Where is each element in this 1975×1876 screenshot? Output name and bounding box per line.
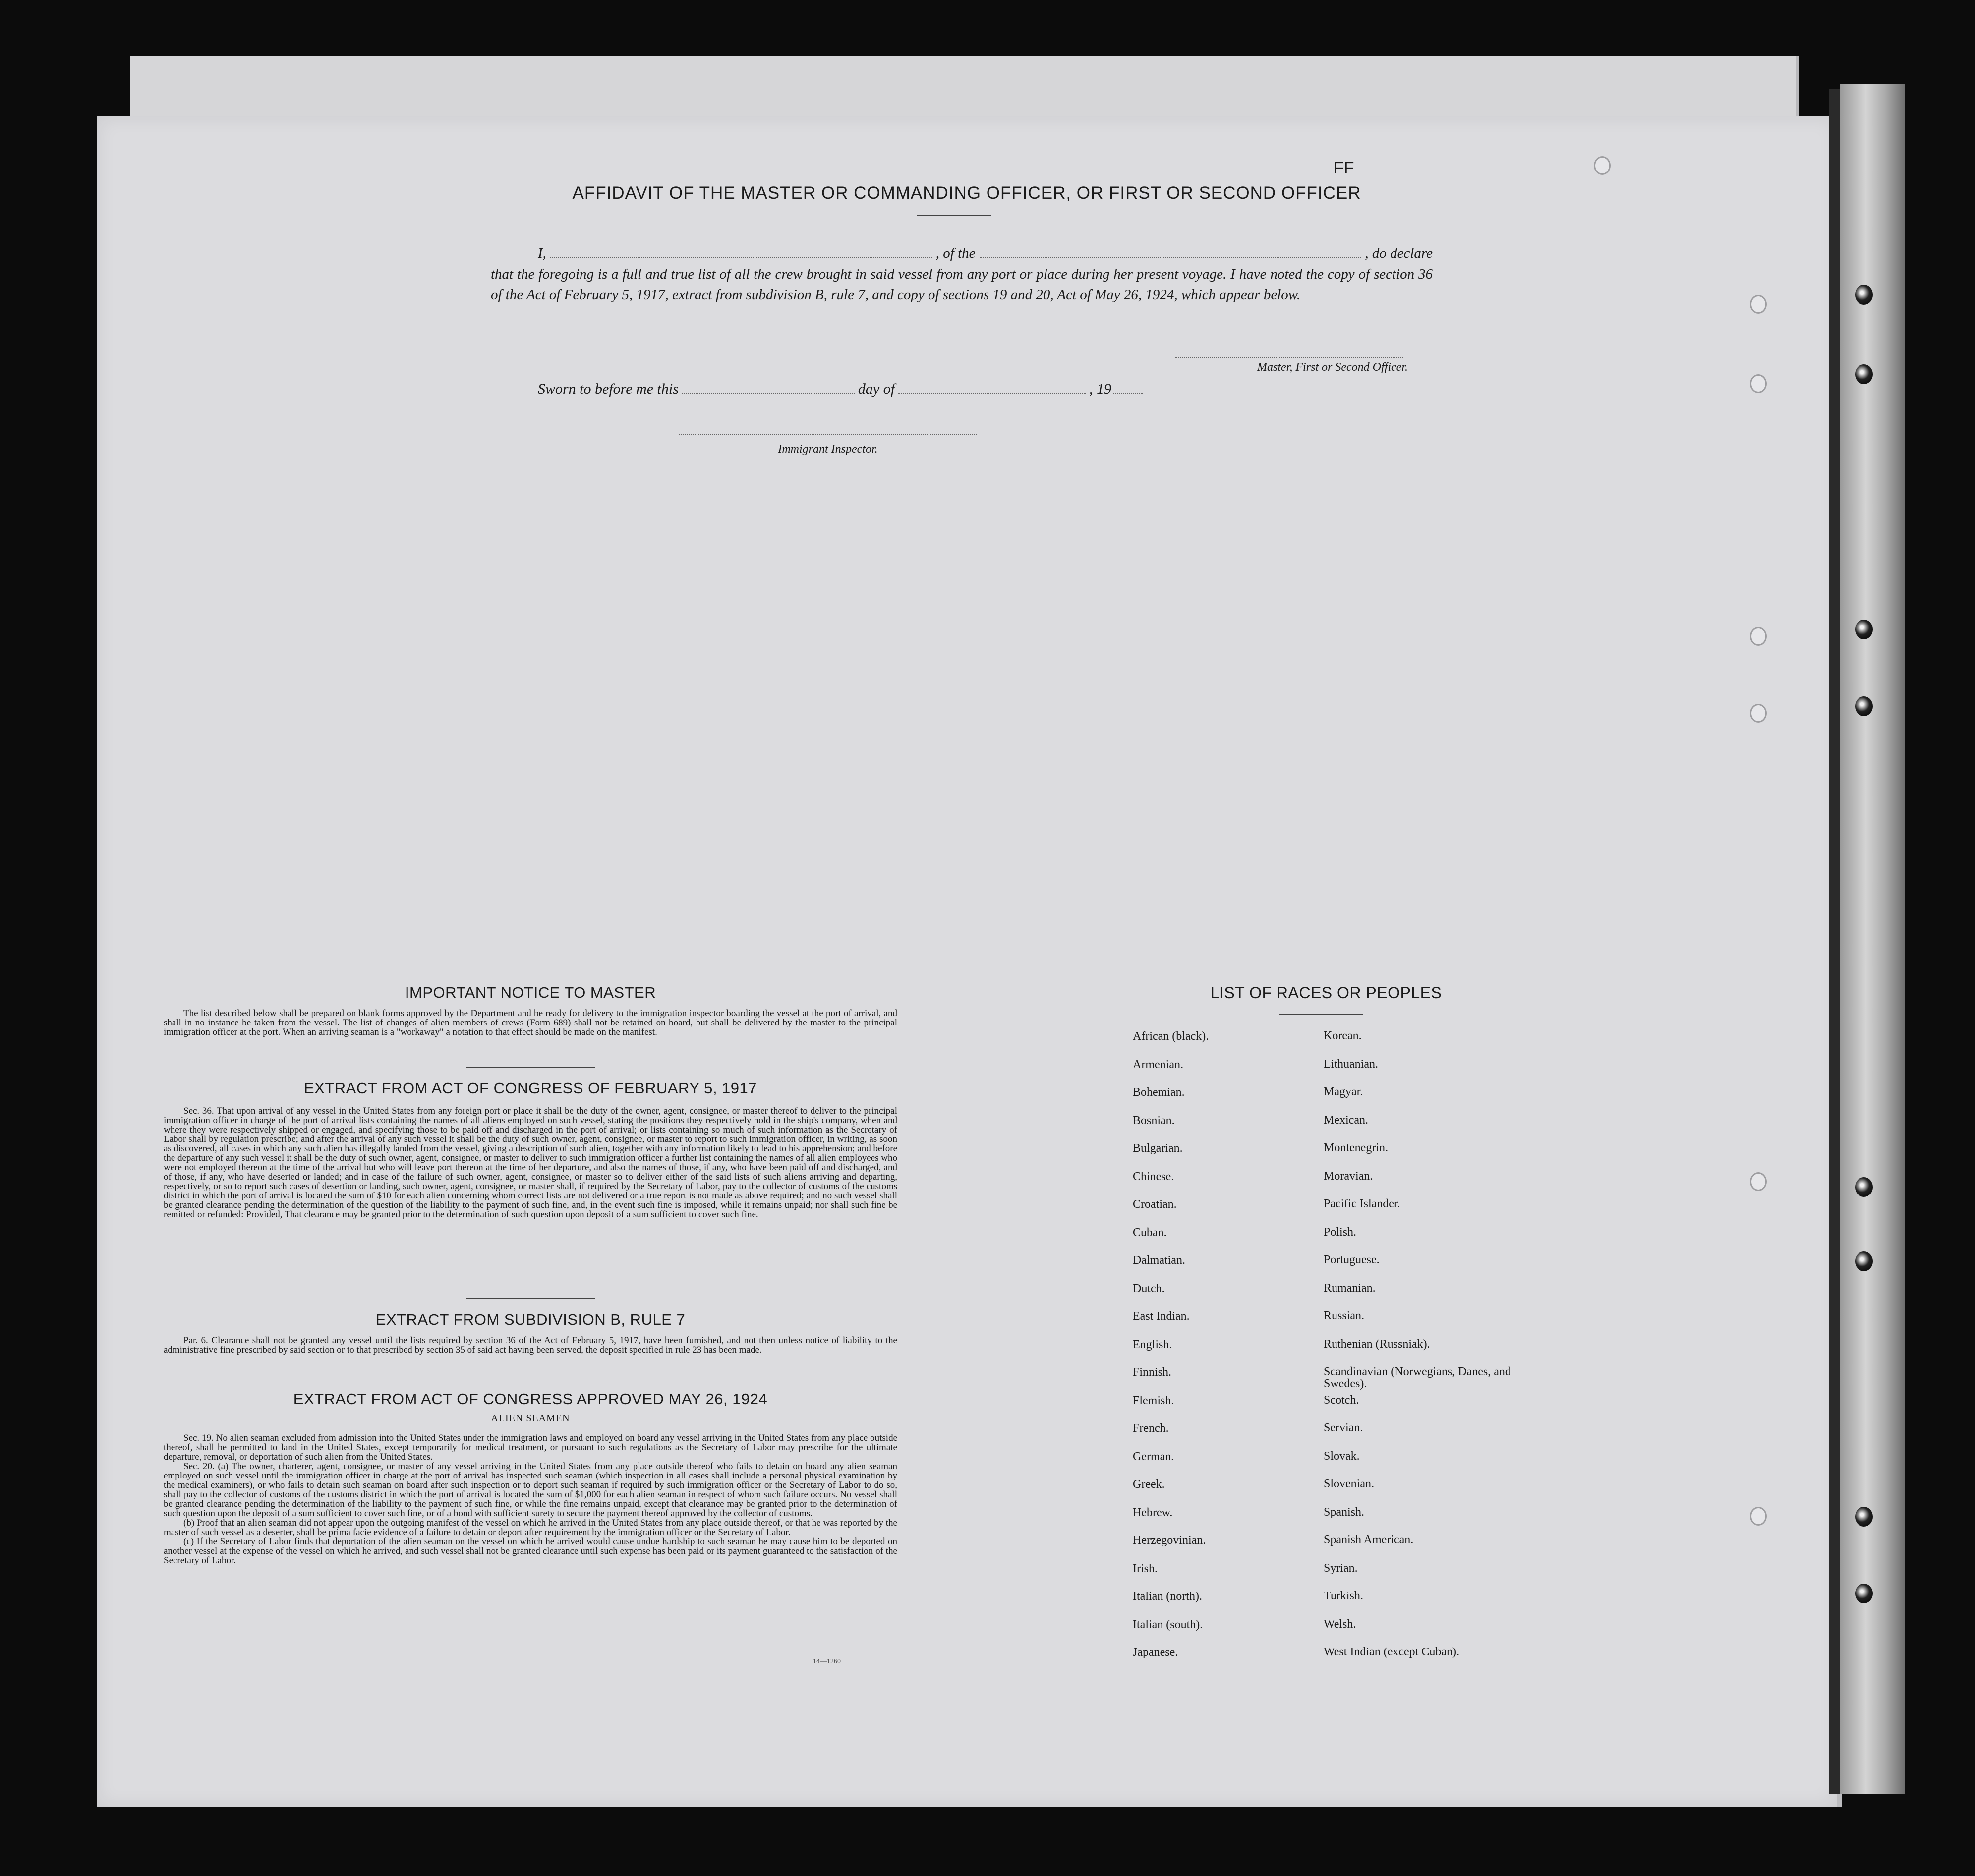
section-20a-paragraph: Sec. 20. (a) The owner, charterer, agent, consignee, or master of any vessel arriving in the United States from any place outside thereof who fails to detain on board any alien seaman employed on such vessel until the immigration officer in charge at the port of arrival has inspected such seaman (which inspection in all cases shall include a personal physical examination by the medical examiners), or who fails to detain such seaman on board after such inspection or to deport such seaman if required by such immigration officer or the Secretary of Labor to do so, shall pay to the collector of customs of the customs district in which the port of arrival is located the sum of $1,000 for each alien seaman in respect of whom such failure occurs. No vessel shall be granted clearance pending the determination of the liability to the payment of such fine, or while the fine remains unpaid, except that clearance may be granted prior to the determination of such question upon the deposit of a sum sufficient to cover such fine, or of a bond with sufficient surety to secure the payment thereof approved by the collector of customs. bbox=[164, 1461, 897, 1519]
race-item: Dalmatian. bbox=[1133, 1254, 1185, 1267]
punch-hole bbox=[1750, 1172, 1767, 1191]
declarant-prefix: I, bbox=[538, 245, 546, 261]
race-row bbox=[1133, 1422, 1529, 1450]
race-item: Croatian. bbox=[1133, 1198, 1177, 1211]
race-row bbox=[1133, 1338, 1529, 1366]
race-item: Dutch. bbox=[1133, 1282, 1165, 1295]
race-item: Finnish. bbox=[1133, 1366, 1172, 1379]
race-item: West Indian (except Cuban). bbox=[1324, 1646, 1459, 1658]
binder-edge bbox=[1829, 89, 1840, 1794]
extract-1924-text bbox=[164, 1433, 897, 1565]
binder-hole bbox=[1855, 1507, 1873, 1527]
sworn-text: Sworn to before me this bbox=[538, 381, 679, 397]
race-row bbox=[1133, 1618, 1529, 1646]
race-item: Italian (south). bbox=[1133, 1618, 1203, 1631]
race-row bbox=[1133, 1058, 1529, 1086]
race-row bbox=[1133, 1450, 1529, 1478]
binder-hole bbox=[1855, 1584, 1873, 1603]
race-item: Welsh. bbox=[1324, 1617, 1356, 1631]
race-item: Rumanian. bbox=[1324, 1281, 1376, 1295]
alien-seamen-subtitle: ALIEN SEAMEN bbox=[491, 1413, 570, 1423]
race-item: Syrian. bbox=[1324, 1561, 1358, 1575]
race-item: Servian. bbox=[1324, 1421, 1363, 1434]
extract-1917-title: EXTRACT FROM ACT OF CONGRESS OF FEBRUARY 5, 1917 bbox=[303, 1080, 757, 1097]
race-item: Scandinavian (Norwegians, Danes, and Swedes). bbox=[1324, 1365, 1511, 1390]
corner-mark: FF bbox=[1334, 159, 1354, 177]
punch-hole bbox=[1750, 627, 1767, 646]
rule-7-text bbox=[164, 1336, 897, 1355]
sworn-day-field[interactable] bbox=[682, 383, 855, 394]
race-item: African (black). bbox=[1133, 1030, 1209, 1043]
rule-7-title: EXTRACT FROM SUBDIVISION B, RULE 7 bbox=[375, 1311, 686, 1328]
signature-line[interactable] bbox=[1175, 357, 1403, 358]
binder-hole bbox=[1855, 1177, 1873, 1197]
signature-label: Master, First or Second Officer. bbox=[1257, 361, 1408, 374]
race-item: Montenegrin. bbox=[1324, 1141, 1388, 1154]
form-number: 14—1260 bbox=[813, 1658, 841, 1665]
sworn-year-field[interactable] bbox=[1113, 383, 1143, 394]
race-item: Bohemian. bbox=[1133, 1086, 1185, 1099]
notice-text bbox=[164, 1009, 897, 1037]
race-item: Hebrew. bbox=[1133, 1506, 1173, 1519]
race-item: Chinese. bbox=[1133, 1170, 1174, 1183]
race-item: Spanish. bbox=[1324, 1505, 1365, 1519]
affidavit-body bbox=[491, 243, 1433, 305]
name-field[interactable] bbox=[550, 246, 932, 258]
sworn-line bbox=[538, 381, 1207, 398]
race-row bbox=[1133, 1366, 1529, 1394]
race-item: English. bbox=[1133, 1338, 1172, 1351]
race-item: German. bbox=[1133, 1450, 1174, 1463]
par-6-paragraph: Par. 6. Clearance shall not be granted any vessel until the lists required by section 36 of the Act of February 5, 1917, have been furnished, and not then unless notice of liability to the administrative fine prescribed by said section or to that prescribed by section 35 of said act having been served, the deposit specified in rule 23 has been made. bbox=[164, 1335, 897, 1355]
section-36-paragraph: Sec. 36. That upon arrival of any vessel in the United States from any foreign port or place it shall be the duty of the owner, agent, consignee, or master thereof to deliver to the principal immigration officer in charge of the port of arrival lists containing the names of all aliens employed on such vessel, stating the positions they respectively hold in the ship's company, when and where they were respectively shipped or engaged, and specifying those to be paid off and discharged in the port of arrival; or lists containing so much of such information as the Secretary of Labor shall by regulation prescribe; and after the arrival of any such vessel it shall be the duty of such owner, agent, consignee, or master to report to such immigration officer, in writing, as soon as discovered, all cases in which any such alien has illegally landed from the vessel, giving a description of such alien, together with any information likely to lead to his apprehension; and before the departure of any such vessel it shall be the duty of such owner, agent, consignee, or master to deliver to such immigration officer a further list containing the names of all alien employees who were not employed thereon at the time of the arrival but who will leave port thereon at the time of her departure, and also the names of those, if any, who have been paid off and discharged, and of those, if any, who have deserted or landed; and in case of the failure of such owner, agent, consignee, or master so to deliver either of the said lists of such aliens arriving and departing, respectively, or so to report such cases of desertion or landing, such owner, agent, consignee, or master shall, if required by the Secretary of Labor, pay to the collector of customs of the customs district in which the port of arrival is located the sum of $10 for each alien concerning whom correct lists are not delivered or a true report is not made as above required; and no such vessel shall be granted clearance pending the determination of the question of the liability to the payment of such fine, and, in the event such fine is imposed, while it remains unpaid; nor shall such fine be remitted or refunded: Provided, That clearance may be granted prior to the determination of such question upon deposit of a sum sufficient to cover such fine. bbox=[164, 1106, 897, 1220]
inspector-label: Immigrant Inspector. bbox=[778, 443, 878, 455]
race-item: French. bbox=[1133, 1422, 1169, 1435]
race-item: Bosnian. bbox=[1133, 1114, 1175, 1127]
extract-1924-title: EXTRACT FROM ACT OF CONGRESS APPROVED MAY 26, 1924 bbox=[293, 1390, 768, 1408]
binder-hole bbox=[1855, 696, 1873, 716]
race-row bbox=[1133, 1086, 1529, 1114]
race-row bbox=[1133, 1030, 1529, 1058]
binder-hole bbox=[1855, 620, 1873, 639]
race-row bbox=[1133, 1506, 1529, 1534]
races-rule bbox=[1279, 1014, 1363, 1015]
race-item: Spanish American. bbox=[1324, 1534, 1414, 1546]
race-item: Italian (north). bbox=[1133, 1590, 1202, 1603]
race-row bbox=[1133, 1310, 1529, 1338]
sworn-month-field[interactable] bbox=[898, 383, 1086, 394]
race-item: Mexican. bbox=[1324, 1113, 1368, 1127]
vessel-field[interactable] bbox=[980, 246, 1361, 258]
race-row bbox=[1133, 1142, 1529, 1170]
section-20c-paragraph: (c) If the Secretary of Labor finds that deportation of the alien seaman on the vessel on which he arrived would cause undue hardship to such seaman he may cause him to be deported on another vessel at the expense of the vessel on which he arrived, and such vessel shall not be granted clearance until such expense has been paid or its payment guaranteed to the satisfaction of the Secretary of Labor. bbox=[164, 1536, 897, 1566]
race-item: Lithuanian. bbox=[1324, 1057, 1378, 1071]
section-20b-paragraph: (b) Proof that an alien seaman did not appear upon the outgoing manifest of the vessel on which he arrived in the United States from any place outside thereof, or that he was reported by the master of such vessel as a deserter, shall be prima facie evidence of a failure to detain or deport after requirement by the immigration officer or the Secretary of Labor. bbox=[164, 1518, 897, 1537]
race-item: Turkish. bbox=[1324, 1590, 1363, 1602]
race-row bbox=[1133, 1590, 1529, 1618]
declarant-line bbox=[491, 243, 1433, 264]
notice-title: IMPORTANT NOTICE TO MASTER bbox=[405, 984, 656, 1001]
race-item: Irish. bbox=[1133, 1562, 1158, 1575]
race-item: East Indian. bbox=[1133, 1310, 1190, 1323]
race-item: Armenian. bbox=[1133, 1058, 1183, 1071]
binder-strip bbox=[1840, 84, 1905, 1794]
notice-paragraph: The list described below shall be prepared on blank forms approved by the Department and be ready for delivery to the immigration inspector boarding the vessel at the port of arrival, and shall in no instance be taken from the vessel. The list of changes of alien members of crews (Form 689) shall not be retained on board, but shall be delivered by the master to the principal immigration officer at the port. When an arriving seaman is a "workaway" a notation to that effect should be made on the manifest. bbox=[164, 1008, 897, 1037]
race-row bbox=[1133, 1282, 1529, 1310]
race-item: Slovenian. bbox=[1324, 1478, 1374, 1490]
affidavit-text: that the foregoing is a full and true list of all the crew brought in said vessel from any port or place during her present voyage. I have noted the copy of section 36 of the Act of February 5, 1917, extract from subdivision B, rule 7, and copy of sections 19 and 20, Act of May 26, 1924, which appear below. bbox=[491, 266, 1433, 303]
section-rule bbox=[466, 1298, 595, 1299]
punch-hole bbox=[1594, 156, 1611, 175]
race-item: Russian. bbox=[1324, 1309, 1365, 1322]
race-item: Ruthenian (Russniak). bbox=[1324, 1337, 1430, 1351]
binder-hole bbox=[1855, 1251, 1873, 1271]
punch-hole bbox=[1750, 295, 1767, 314]
race-item: Korean. bbox=[1324, 1029, 1362, 1042]
race-item: Greek. bbox=[1133, 1478, 1165, 1491]
race-item: Scotch. bbox=[1324, 1393, 1359, 1407]
race-row bbox=[1133, 1170, 1529, 1198]
sworn-day-label: day of bbox=[858, 381, 895, 397]
section-19-paragraph: Sec. 19. No alien seaman excluded from admission into the United States under the immigration laws and employed on board any vessel arriving in the United States from any place outside thereof, shall be permitted to land in the United States, except temporarily for medical treatment, or pursuant to such regulations as the Secretary of Labor may prescribe for the ultimate departure, removal, or deportation of such alien from the United States. bbox=[164, 1433, 897, 1462]
punch-hole bbox=[1750, 704, 1767, 723]
affidavit-title: AFFIDAVIT OF THE MASTER OR COMMANDING OFFICER, OR FIRST OR SECOND OFFICER bbox=[572, 183, 1361, 203]
section-rule bbox=[466, 1067, 595, 1068]
vessel-prefix: , of the bbox=[935, 245, 976, 261]
punch-hole bbox=[1750, 374, 1767, 393]
race-row bbox=[1133, 1646, 1529, 1674]
race-row bbox=[1133, 1226, 1529, 1254]
race-row bbox=[1133, 1394, 1529, 1422]
race-item: Magyar. bbox=[1324, 1085, 1363, 1098]
race-row bbox=[1133, 1198, 1529, 1226]
race-item: Portuguese. bbox=[1324, 1253, 1380, 1266]
race-row bbox=[1133, 1478, 1529, 1506]
sworn-year-label: , 19 bbox=[1089, 381, 1112, 397]
race-item: Herzegovinian. bbox=[1133, 1534, 1206, 1547]
binder-hole bbox=[1855, 285, 1873, 305]
races-title: LIST OF RACES OR PEOPLES bbox=[1210, 984, 1442, 1002]
inspector-signature-line[interactable] bbox=[679, 434, 977, 435]
title-rule bbox=[917, 215, 991, 216]
race-item: Moravian. bbox=[1324, 1169, 1373, 1183]
race-item: Flemish. bbox=[1133, 1394, 1174, 1407]
punch-hole bbox=[1750, 1507, 1767, 1526]
race-item: Pacific Islander. bbox=[1324, 1197, 1400, 1210]
binder-hole bbox=[1855, 364, 1873, 384]
race-row bbox=[1133, 1254, 1529, 1282]
extract-1917-text bbox=[164, 1106, 897, 1219]
race-item: Slovak. bbox=[1324, 1449, 1360, 1463]
race-item: Cuban. bbox=[1133, 1226, 1167, 1239]
race-item: Polish. bbox=[1324, 1225, 1357, 1239]
race-row bbox=[1133, 1534, 1529, 1562]
race-row bbox=[1133, 1562, 1529, 1590]
race-item: Japanese. bbox=[1133, 1646, 1178, 1659]
race-row bbox=[1133, 1114, 1529, 1142]
declare-text: , do declare bbox=[1365, 245, 1433, 261]
race-item: Bulgarian. bbox=[1133, 1142, 1183, 1155]
